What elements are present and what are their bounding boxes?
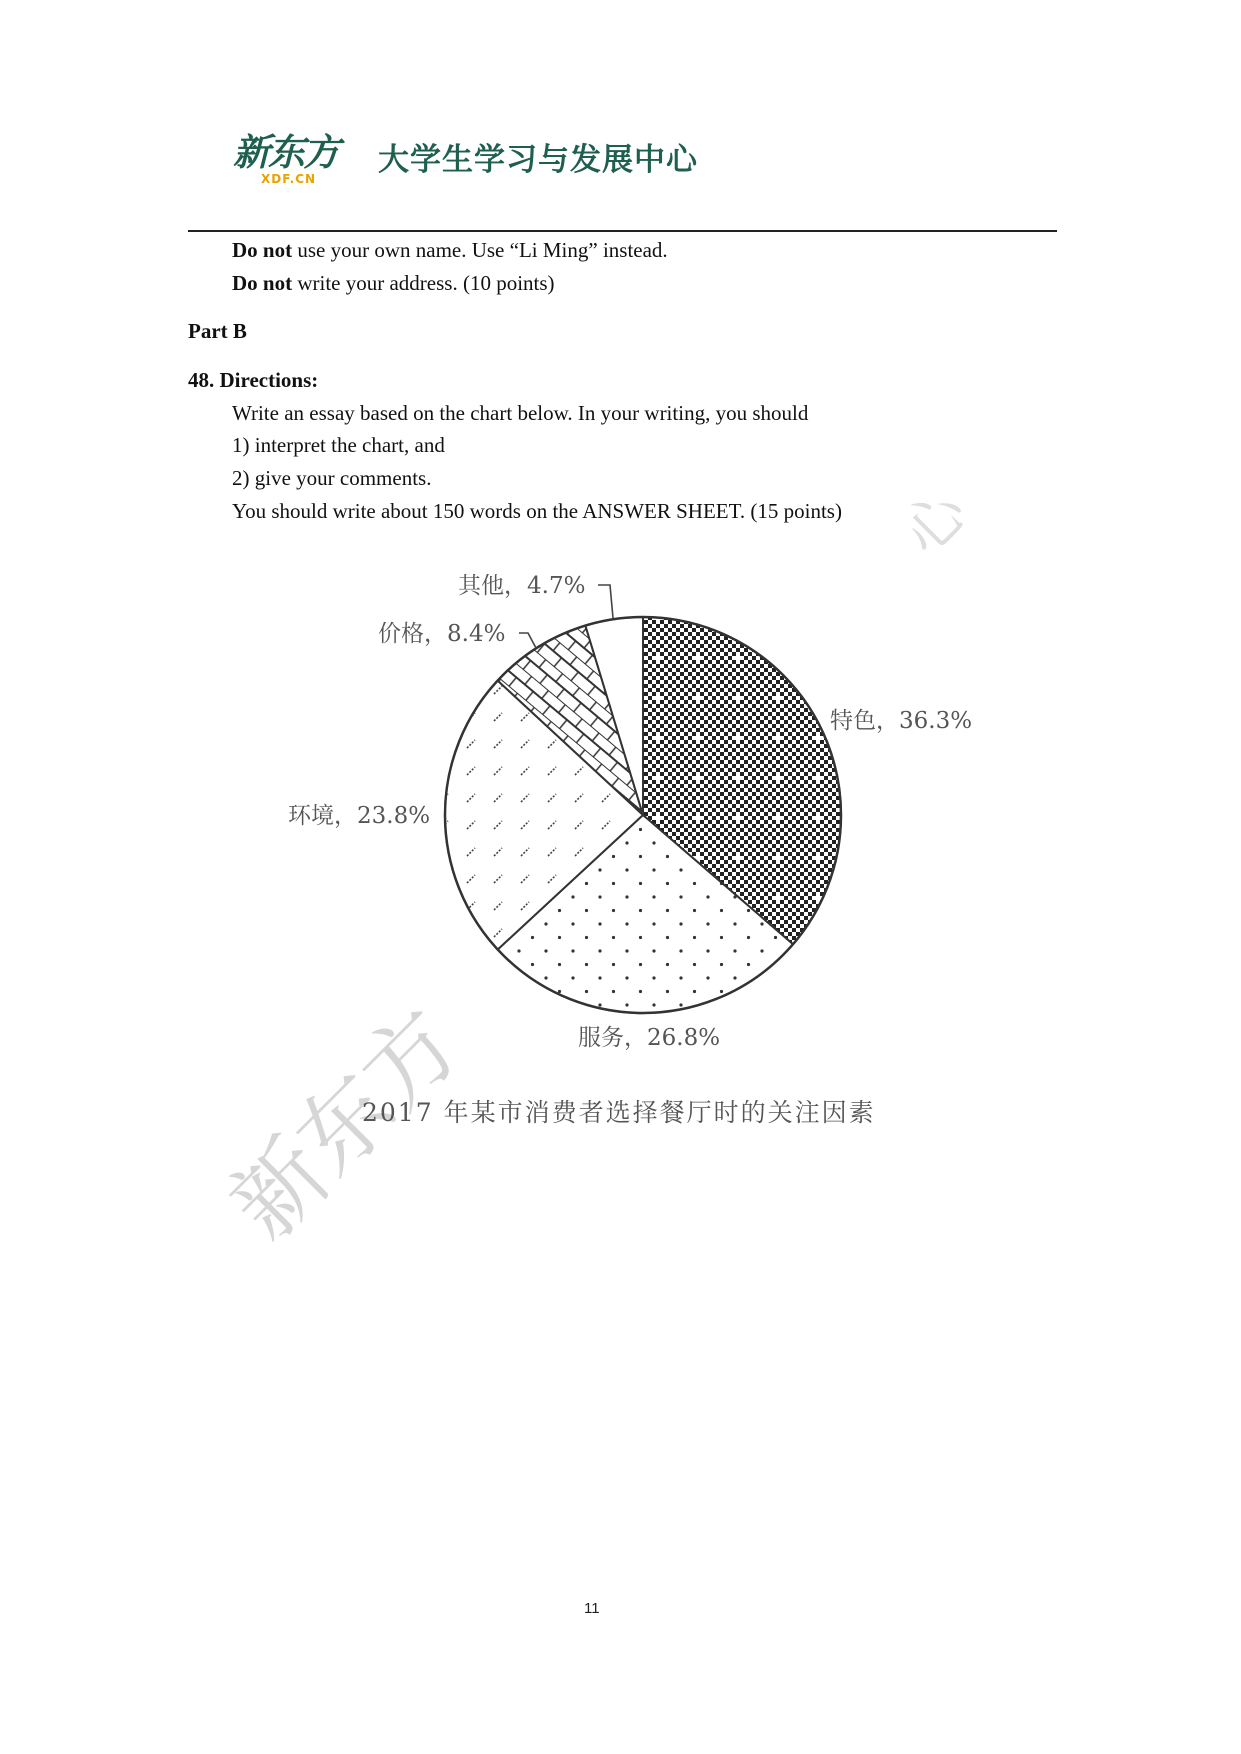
instruction-bold: Do not (232, 271, 293, 295)
label-jiage: 价格，8.4% (378, 621, 506, 647)
label-qita: 其他，4.7% (458, 573, 586, 599)
watermark-top: 心 (889, 476, 982, 569)
leader-qita (598, 585, 613, 618)
instruction-text: use your own name. Use “Li Ming” instead. (292, 238, 668, 262)
direction-line: 2) give your comments. (232, 466, 432, 490)
center-name: 大学生学习与发展中心 (378, 142, 698, 178)
direction-line: You should write about 150 words on the ANSWER SHEET. (15 points) (232, 499, 842, 523)
label-huanjing: 环境，23.8% (288, 803, 431, 829)
label-fuwu: 服务，26.8% (578, 1025, 721, 1051)
direction-line: 1) interpret the chart, and (232, 433, 445, 457)
question-label: 48. Directions: (188, 368, 319, 392)
page-number: 11 (584, 1600, 600, 1617)
leader-jiage (519, 633, 536, 648)
instruction-text: write your address. (10 points) (292, 271, 555, 295)
logo-subtext: XDF.CN (261, 172, 317, 186)
instruction-bold: Do not (232, 238, 293, 262)
chart-title: 2017 年某市消费者选择餐厅时的关注因素 (362, 1098, 876, 1127)
label-tese: 特色，36.3% (830, 708, 973, 734)
part-heading: Part B (188, 319, 247, 343)
direction-line: Write an essay based on the chart below. In your writing, you should (232, 401, 809, 425)
watermark-bottom: 新东方 (210, 988, 481, 1260)
logo-text: 新东方 (233, 131, 338, 174)
